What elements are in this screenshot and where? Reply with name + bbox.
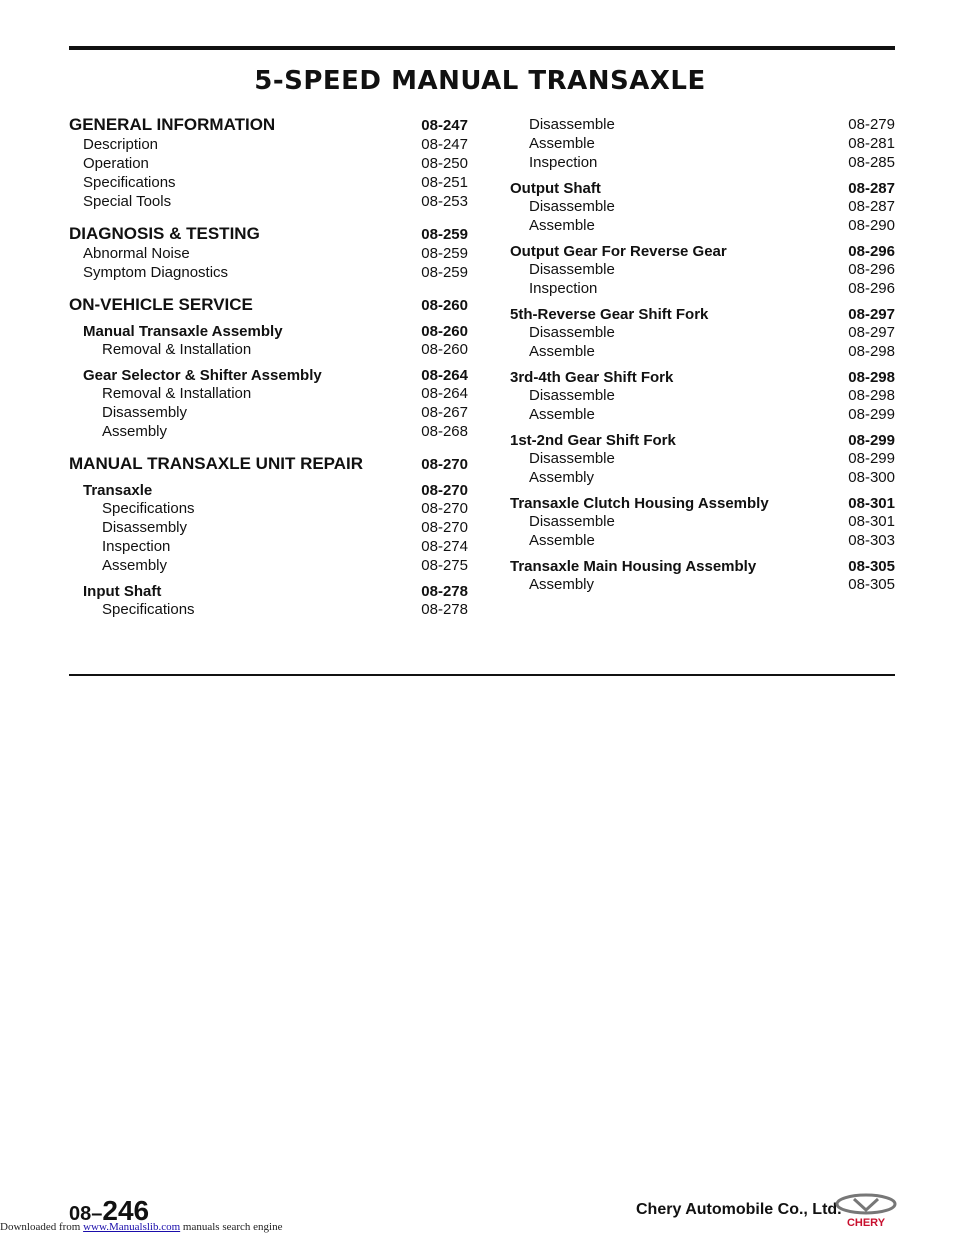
toc-entry-page: 08-290 bbox=[848, 217, 895, 234]
toc-entry-page: 08-299 bbox=[848, 450, 895, 467]
toc-entry-page: 08-299 bbox=[848, 406, 895, 423]
toc-entry-page: 08-253 bbox=[421, 193, 468, 210]
toc-entry-label: Assembly bbox=[529, 576, 595, 593]
toc-entry-page: 08-300 bbox=[848, 469, 895, 486]
toc-entry-page: 08-270 bbox=[421, 500, 468, 517]
toc-entry-page: 08-278 bbox=[421, 583, 468, 600]
toc-entry-label: Output Shaft bbox=[510, 180, 601, 197]
toc-entry bbox=[69, 173, 468, 192]
toc-entry-label: Inspection bbox=[102, 538, 171, 555]
toc-entry bbox=[69, 192, 468, 211]
section-prefix: 08– bbox=[69, 1203, 103, 1225]
toc-entry-page: 08-305 bbox=[848, 576, 895, 593]
toc-entry-page: 08-260 bbox=[421, 297, 468, 314]
toc-entry-page: 08-287 bbox=[848, 198, 895, 215]
toc-entry-page: 08-281 bbox=[848, 135, 895, 152]
download-notice bbox=[0, 1221, 282, 1233]
toc-entry-label: Assemble bbox=[529, 532, 595, 549]
toc-entry-label: 1st-2nd Gear Shift Fork bbox=[510, 432, 676, 449]
toc-entry-label: Assemble bbox=[529, 406, 595, 423]
toc-entry-page: 08-270 bbox=[421, 482, 468, 499]
toc-entry bbox=[510, 180, 895, 197]
toc-entry-page: 08-268 bbox=[421, 423, 468, 440]
toc-entry-page: 08-264 bbox=[421, 367, 468, 384]
toc-entry-page: 08-259 bbox=[421, 264, 468, 281]
toc-entry bbox=[69, 224, 468, 244]
toc-entry-page: 08-278 bbox=[421, 601, 468, 618]
toc-entry bbox=[510, 512, 895, 531]
toc-entry-label: DIAGNOSIS & TESTING bbox=[69, 224, 260, 243]
toc-entry bbox=[69, 154, 468, 173]
toc-entry-page: 08-298 bbox=[848, 343, 895, 360]
toc-entry bbox=[69, 403, 468, 422]
toc-entry bbox=[69, 340, 468, 359]
toc-entry-page: 08-260 bbox=[421, 341, 468, 358]
toc-entry-page: 08-298 bbox=[848, 369, 895, 386]
toc-entry bbox=[510, 369, 895, 386]
toc-entry-label: Removal & Installation bbox=[102, 385, 252, 402]
toc-entry bbox=[510, 115, 895, 134]
toc-entry bbox=[510, 468, 895, 487]
top-rule bbox=[69, 46, 895, 50]
toc-entry bbox=[510, 449, 895, 468]
toc-entry-label: Assembly bbox=[529, 469, 595, 486]
toc-entry bbox=[69, 115, 468, 135]
toc-entry-page: 08-260 bbox=[421, 323, 468, 340]
toc-right-column bbox=[510, 115, 895, 594]
toc-entry bbox=[510, 531, 895, 550]
toc-entry-label: 3rd-4th Gear Shift Fork bbox=[510, 369, 674, 386]
toc-entry-label: Assemble bbox=[529, 217, 595, 234]
toc-entry-label: ON-VEHICLE SERVICE bbox=[69, 295, 253, 314]
toc-entry bbox=[510, 323, 895, 342]
bottom-rule bbox=[69, 674, 895, 676]
toc-entry-label: Disassembly bbox=[102, 404, 188, 421]
toc-entry bbox=[69, 600, 468, 619]
toc-entry bbox=[510, 260, 895, 279]
toc-entry bbox=[69, 537, 468, 556]
toc-entry-page: 08-270 bbox=[421, 519, 468, 536]
toc-entry-page: 08-279 bbox=[848, 116, 895, 133]
toc-entry-label: Assembly bbox=[102, 557, 168, 574]
toc-entry bbox=[69, 482, 468, 499]
toc-entry-page: 08-296 bbox=[848, 280, 895, 297]
toc-entry bbox=[510, 558, 895, 575]
toc-entry-page: 08-251 bbox=[421, 174, 468, 191]
page-number-value: 246 bbox=[102, 1195, 150, 1226]
toc-entry-label: Disassemble bbox=[529, 324, 615, 341]
toc-entry-label: 5th-Reverse Gear Shift Fork bbox=[510, 306, 709, 323]
toc-entry-label: Transaxle bbox=[83, 482, 153, 499]
download-prefix: Downloaded from bbox=[0, 1221, 81, 1233]
toc-entry-label: Disassembly bbox=[102, 519, 188, 536]
toc-entry-page: 08-303 bbox=[848, 532, 895, 549]
toc-entry bbox=[69, 263, 468, 282]
toc-entry-page: 08-275 bbox=[421, 557, 468, 574]
toc-entry-label: Disassemble bbox=[529, 450, 615, 467]
toc-entry-label: Gear Selector & Shifter Assembly bbox=[83, 367, 322, 384]
toc-entry bbox=[69, 422, 468, 441]
toc-entry bbox=[510, 197, 895, 216]
toc-entry bbox=[510, 243, 895, 260]
toc-entry-label: Specifications bbox=[102, 500, 195, 517]
page-title: 5-SPEED MANUAL TRANSAXLE bbox=[254, 66, 706, 96]
toc-entry-page: 08-298 bbox=[848, 387, 895, 404]
toc-entry-page: 08-250 bbox=[421, 155, 468, 172]
toc-entry-page: 08-299 bbox=[848, 432, 895, 449]
toc-entry bbox=[510, 134, 895, 153]
toc-entry bbox=[69, 135, 468, 154]
toc-entry-label: Inspection bbox=[529, 154, 598, 171]
toc-entry bbox=[69, 244, 468, 263]
toc-entry-label: MANUAL TRANSAXLE UNIT REPAIR bbox=[69, 454, 364, 473]
toc-entry bbox=[69, 518, 468, 537]
toc-entry-page: 08-285 bbox=[848, 154, 895, 171]
toc-entry-label: Transaxle Clutch Housing Assembly bbox=[510, 495, 769, 512]
toc-entry bbox=[69, 323, 468, 340]
toc-entry-label: Output Gear For Reverse Gear bbox=[510, 243, 727, 260]
toc-entry-label: Special Tools bbox=[83, 193, 172, 210]
toc-entry-page: 08-270 bbox=[421, 456, 468, 473]
toc-entry-page: 08-287 bbox=[848, 180, 895, 197]
toc-entry bbox=[510, 495, 895, 512]
toc-entry-label: Inspection bbox=[529, 280, 598, 297]
chery-logo-icon bbox=[834, 1193, 898, 1229]
toc-entry-page: 08-259 bbox=[421, 245, 468, 262]
toc-entry-page: 08-264 bbox=[421, 385, 468, 402]
toc-entry-label: Input Shaft bbox=[83, 583, 162, 600]
toc-entry-page: 08-247 bbox=[421, 117, 468, 134]
toc-entry-page: 08-305 bbox=[848, 558, 895, 575]
toc-entry bbox=[510, 306, 895, 323]
toc-entry-page: 08-296 bbox=[848, 243, 895, 260]
toc-entry-label: Removal & Installation bbox=[102, 341, 252, 358]
toc-entry bbox=[69, 499, 468, 518]
download-suffix: manuals search engine bbox=[180, 1221, 283, 1233]
toc-entry-page: 08-259 bbox=[421, 226, 468, 243]
toc-entry bbox=[69, 295, 468, 315]
company-name: Chery Automobile Co., Ltd. bbox=[636, 1201, 842, 1218]
toc-entry-label: Abnormal Noise bbox=[83, 245, 190, 262]
toc-entry-label: Specifications bbox=[83, 174, 176, 191]
toc-entry bbox=[69, 583, 468, 600]
toc-entry-label: Symptom Diagnostics bbox=[83, 264, 229, 281]
toc-entry bbox=[69, 367, 468, 384]
toc-entry-label: Manual Transaxle Assembly bbox=[83, 323, 283, 340]
logo-text: CHERY bbox=[846, 1217, 886, 1229]
toc-entry-label: Specifications bbox=[102, 601, 195, 618]
toc-entry bbox=[510, 279, 895, 298]
toc-entry-page: 08-297 bbox=[848, 306, 895, 323]
toc-entry bbox=[510, 432, 895, 449]
toc-entry-label: Transaxle Main Housing Assembly bbox=[510, 558, 757, 575]
toc-entry-label: Description bbox=[83, 136, 159, 153]
toc-entry-page: 08-296 bbox=[848, 261, 895, 278]
toc-entry-page: 08-247 bbox=[421, 136, 468, 153]
toc-entry-label: Disassemble bbox=[529, 387, 615, 404]
toc-entry bbox=[510, 216, 895, 235]
toc-entry bbox=[510, 342, 895, 361]
toc-entry-label: Disassemble bbox=[529, 198, 615, 215]
toc-entry-label: Assembly bbox=[102, 423, 168, 440]
toc-entry bbox=[510, 153, 895, 172]
toc-entry-label: Assemble bbox=[529, 343, 595, 360]
manualslib-link[interactable]: www.Manualslib.com bbox=[83, 1221, 181, 1233]
toc-entry bbox=[69, 454, 468, 474]
toc-entry-label: Disassemble bbox=[529, 116, 615, 133]
toc-entry-page: 08-297 bbox=[848, 324, 895, 341]
toc-entry bbox=[69, 384, 468, 403]
toc-entry bbox=[510, 405, 895, 424]
toc-entry-page: 08-267 bbox=[421, 404, 468, 421]
toc-entry-page: 08-274 bbox=[421, 538, 468, 555]
toc-entry bbox=[510, 575, 895, 594]
toc-entry-label: Disassemble bbox=[529, 261, 615, 278]
toc-left-column bbox=[69, 115, 468, 619]
toc-entry-label: Disassemble bbox=[529, 513, 615, 530]
toc-entry-page: 08-301 bbox=[848, 495, 895, 512]
toc-entry-label: GENERAL INFORMATION bbox=[69, 115, 276, 134]
toc-entry-label: Assemble bbox=[529, 135, 595, 152]
toc-entry bbox=[510, 386, 895, 405]
toc-entry-label: Operation bbox=[83, 155, 149, 172]
toc-entry bbox=[69, 556, 468, 575]
toc-entry-page: 08-301 bbox=[848, 513, 895, 530]
